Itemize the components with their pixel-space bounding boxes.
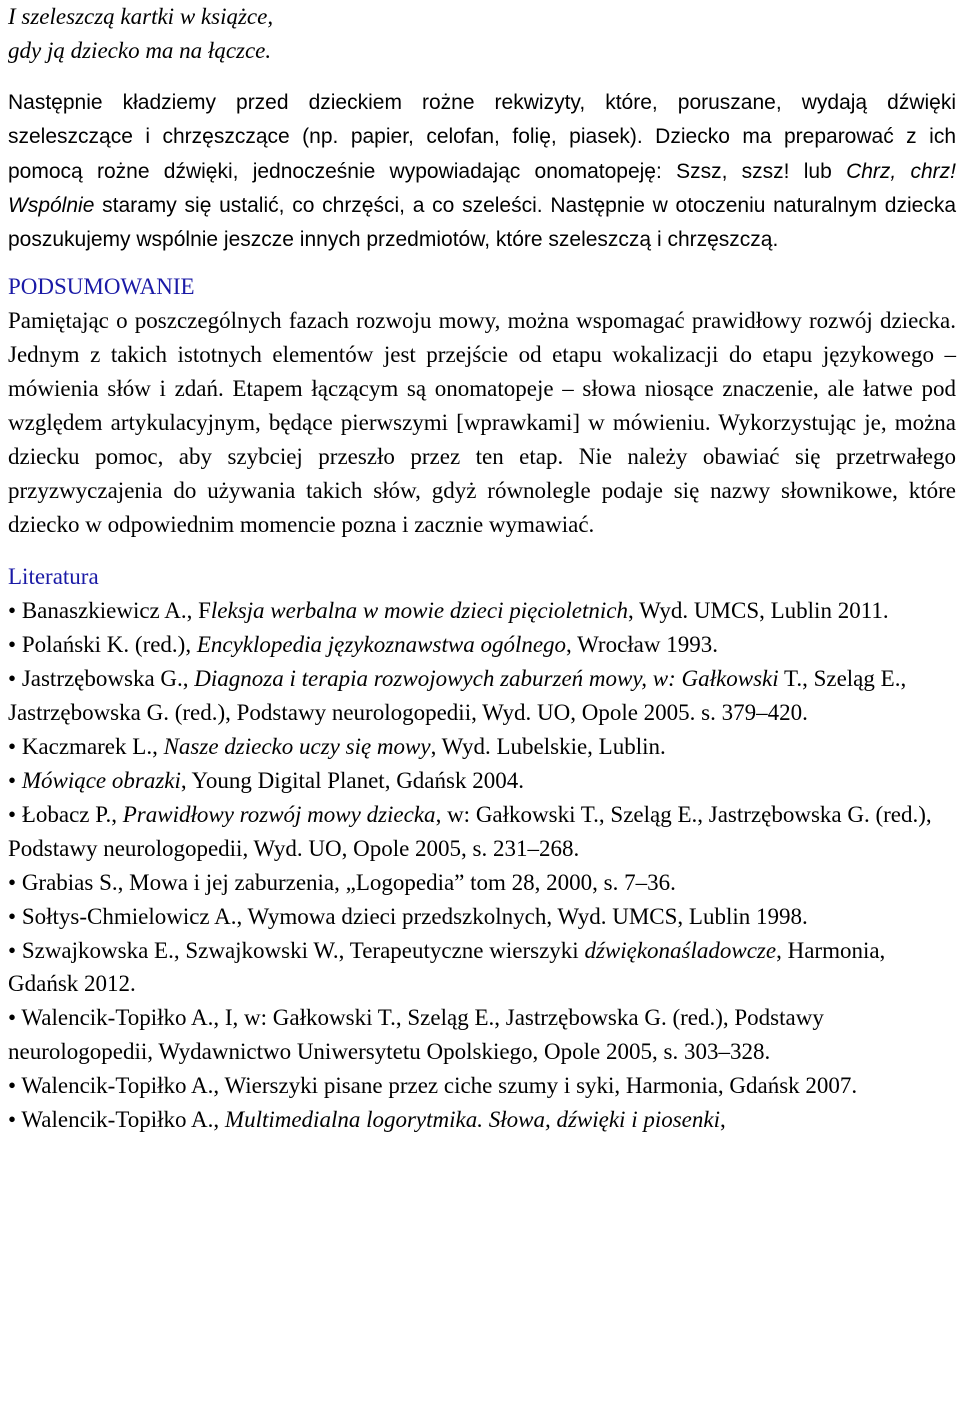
literature-item: [8, 730, 956, 764]
literature-item-title: Nasze dziecko uczy się mowy: [163, 734, 431, 760]
literature-item: [8, 1103, 956, 1137]
document-page: [8, 0, 956, 1137]
bullet-icon: •: [8, 801, 17, 827]
literature-item-title: Mówiące obrazki: [21, 768, 181, 794]
literature-item-text: Walencik-Topiłko A., I, w: Gałkowski T., Szeląg E., Jastrzębowska G. (red.), Podstawy neurologopedii, Wydawnictwo Uniwersytetu Opolskiego, Opole 2005, s. 303–328.: [8, 1005, 824, 1065]
literature-item-title: dźwiękonaśladowcze: [584, 937, 777, 963]
activity-text-1: Następnie kładziemy przed dzieckiem rożne rekwizyty, które, poruszane, wydają dźwięki szeleszczące i chrzęszczące (np. papier, celofan, folię, piasek). Dziecko ma preparować z ich pomocą rożne dźwięki, jednocześnie wypowiadając onomatopeję: Szsz, szsz! lub: [8, 91, 956, 183]
bullet-icon: •: [8, 598, 17, 624]
literature-item-title: leksja werbalna w mowie dzieci pięcioletnich: [210, 598, 629, 624]
literature-heading: Literatura: [8, 564, 99, 590]
literature-item: [8, 798, 956, 866]
literature-item-text: Szwajkowska E., Szwajkowski W., Terapeutyczne wierszyki: [16, 937, 585, 963]
literature-item-text: , Wyd. Lubelskie, Lublin.: [430, 734, 666, 760]
literature-item: [8, 662, 956, 730]
literature-item: [8, 934, 956, 1002]
literature-item-text: , w: Gałkowski T., Szeląg E., Jastrzębowska G. (red.), Podstawy neurologopedii, Wyd. UO, Opole 2005, s. 231–268.: [8, 801, 932, 861]
literature-item-text: Kaczmarek L.,: [16, 734, 164, 760]
activity-onomatopoeia: Chrz, chrz!: [846, 159, 957, 183]
literature-item-text: , Wrocław 1993.: [566, 632, 718, 658]
literature-item: [8, 1001, 956, 1069]
bullet-icon: •: [8, 903, 17, 929]
literature-item-text: , Harmonia, Gdańsk 2012.: [8, 937, 886, 997]
literature-item-text: Banaszkiewicz A., F: [16, 598, 211, 624]
literature-item-text: Polański K. (red.),: [16, 632, 197, 658]
bullet-icon: •: [8, 1073, 17, 1099]
literature-item-text: Walencik-Topiłko A., Wierszyki pisane przez ciche szumy i syki, Harmonia, Gdańsk 2007.: [16, 1073, 858, 1099]
literature-item-title: Encyklopedia językoznawstwa ogólnego: [196, 632, 567, 658]
literature-item: [8, 594, 956, 628]
bullet-icon: •: [8, 1005, 17, 1031]
literature-item-text: ,: [720, 1107, 726, 1133]
literature-item-text: Jastrzębowska G.,: [16, 666, 195, 692]
bullet-icon: •: [8, 869, 17, 895]
literature-item-text: , Wyd. UMCS, Lublin 2011.: [628, 598, 889, 624]
bullet-icon: •: [8, 1107, 17, 1133]
poem-line-2: gdy ją dziecko ma na łączce.: [8, 38, 272, 63]
literature-item-title: Multimedialna logorytmika. Słowa, dźwięki i piosenki: [224, 1107, 720, 1133]
poem: [8, 0, 956, 68]
literature-list: [8, 594, 956, 1137]
bullet-icon: •: [8, 937, 17, 963]
literature-item-text: Walencik-Topiłko A.,: [16, 1107, 225, 1133]
bullet-icon: •: [8, 666, 17, 692]
literature-item: [8, 1069, 956, 1103]
summary-heading: PODSUMOWANIE: [8, 274, 195, 300]
activity-paragraph: [8, 86, 956, 257]
bullet-icon: •: [8, 632, 17, 658]
literature-item-text: Grabias S., Mowa i jej zaburzenia, „Logopedia” tom 28, 2000, s. 7–36.: [16, 869, 676, 895]
activity-text-2: staramy się ustalić, co chrzęści, a co szeleści. Następnie w otoczeniu naturalnym dziecka poszukujemy wspólnie jeszcze innych przedmiotów, które szeleszczą i chrzęszczą.: [8, 193, 956, 252]
literature-item: [8, 764, 956, 798]
bullet-icon: •: [8, 768, 17, 794]
literature-item: [8, 866, 956, 900]
literature-item-text: Łobacz P.,: [16, 801, 123, 827]
poem-line-1: I szeleszczą kartki w książce,: [8, 4, 274, 29]
literature-item-text: T., Szeląg E., Jastrzębowska G. (red.), Podstawy neurologopedii, Wyd. UO, Opole 2005. s. 379–420.: [8, 666, 907, 726]
activity-italic-together: Wspólnie: [8, 193, 95, 217]
literature-item-text: , Young Digital Planet, Gdańsk 2004.: [180, 768, 524, 794]
literature-item: [8, 628, 956, 662]
summary-paragraph: Pamiętając o poszczególnych fazach rozwoju mowy, można wspomagać prawidłowy rozwój dziecka. Jednym z takich istotnych elementów jest przejście od etapu wokalizacji do etapu językowego – mówienia słów i zdań. Etapem łączącym są onomatopeje – słowa niosące znaczenie, ale łatwe pod względem artykulacyjnym, będące pierwszymi [wprawkami] w mówieniu. Wykorzystując je, można dziecku pomoc, aby szybciej przeszło przez ten etap. Nie należy obawiać się przetrwałego przyzwyczajenia do używania takich słów, gdyż równolegle podaje się nazwy słownikowe, które dziecko w odpowiednim momencie pozna i zacznie wymawiać.: [8, 308, 956, 538]
literature-item-text: Sołtys-Chmielowicz A., Wymowa dzieci przedszkolnych, Wyd. UMCS, Lublin 1998.: [16, 903, 808, 929]
literature-item-title: Diagnoza i terapia rozwojowych zaburzeń mowy, w: Gałkowski: [194, 666, 779, 692]
literature-item-title: Prawidłowy rozwój mowy dziecka: [122, 801, 436, 827]
bullet-icon: •: [8, 734, 17, 760]
literature-item: [8, 900, 956, 934]
